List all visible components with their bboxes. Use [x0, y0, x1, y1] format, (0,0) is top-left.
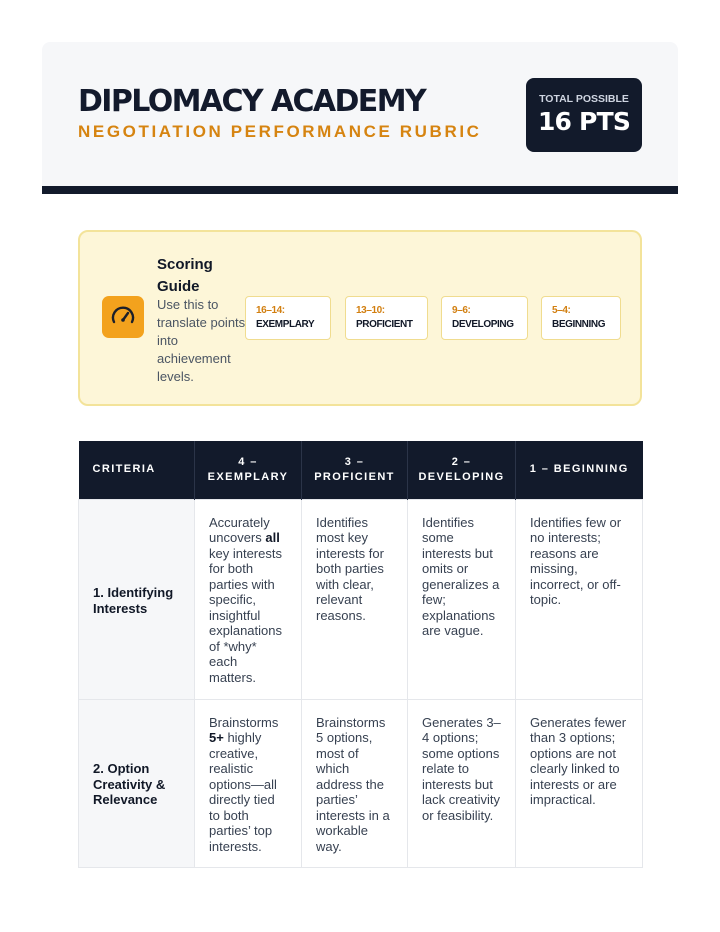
level-name: DEVELOPING — [452, 319, 514, 330]
developing-cell: Identifies some interests but omits or generalizes a few; explanations are vague. — [408, 499, 516, 699]
total-points-label: TOTAL POSSIBLE — [539, 93, 629, 105]
page-header — [42, 42, 678, 188]
total-points-badge — [526, 78, 642, 152]
column-header: 1 – BEGINNING — [516, 441, 643, 499]
cell-emphasis: 5+ — [209, 730, 224, 745]
level-name: EXEMPLARY — [256, 319, 315, 330]
scoring-guide — [78, 230, 642, 406]
column-header: CRITERIA — [79, 441, 195, 499]
developing-cell: Generates 3–4 options; some options relate to interests but lack creativity or feasibility. — [408, 699, 516, 867]
table-row — [79, 499, 643, 699]
criterion-cell: 1. Identifying Interests — [79, 499, 195, 699]
cell-text: Brainstorms — [209, 714, 279, 730]
table-header-row — [79, 441, 643, 499]
header-divider — [42, 186, 678, 194]
page-subtitle: NEGOTIATION PERFORMANCE RUBRIC — [78, 122, 482, 141]
level-range: 9–6: — [452, 305, 471, 316]
level-card-proficient — [345, 296, 428, 340]
beginning-cell: Generates fewer than 3 options; options are not clearly linked to interests or are impractical. — [516, 699, 643, 867]
cell-text: highly creative, realistic options—all directly tied to both parties’ top interests. — [209, 730, 277, 854]
proficient-cell: Brainstorms 5 options, most of which address the parties’ interests in a workable way. — [302, 699, 408, 867]
column-header: 3 – PROFICIENT — [302, 441, 408, 499]
cell-emphasis: all — [265, 530, 280, 545]
rubric-table — [78, 441, 643, 868]
cell-text: Accurately uncovers — [209, 514, 270, 545]
guide-title: Scoring Guide — [157, 256, 213, 295]
beginning-cell: Identifies few or no interests; reasons are missing, incorrect, or off-topic. — [516, 499, 643, 699]
criterion-cell: 2. Option Creativity & Relevance — [79, 699, 195, 867]
cell-text: key interests for both parties with specific, insightful explanations of *why* each matters. — [209, 545, 282, 685]
gauge-icon — [102, 296, 144, 338]
table-row — [79, 699, 643, 867]
level-card-beginning — [541, 296, 621, 340]
level-range: 5–4: — [552, 305, 571, 316]
proficient-cell: Identifies most key interests for both parties with clear, relevant reasons. — [302, 499, 408, 699]
exemplary-cell — [195, 699, 302, 867]
level-name: PROFICIENT — [356, 319, 413, 330]
guide-description: Use this to translate points into achievement levels. — [157, 297, 246, 384]
level-card-exemplary — [245, 296, 331, 340]
level-range: 13–10: — [356, 305, 385, 316]
level-range: 16–14: — [256, 305, 285, 316]
level-card-developing — [441, 296, 528, 340]
column-header: 2 – DEVELOPING — [408, 441, 516, 499]
exemplary-cell — [195, 499, 302, 699]
total-points-value: 16 PTS — [537, 107, 631, 136]
page-title: DIPLOMACY ACADEMY — [78, 84, 426, 119]
level-name: BEGINNING — [552, 319, 606, 330]
column-header: 4 – EXEMPLARY — [195, 441, 302, 499]
